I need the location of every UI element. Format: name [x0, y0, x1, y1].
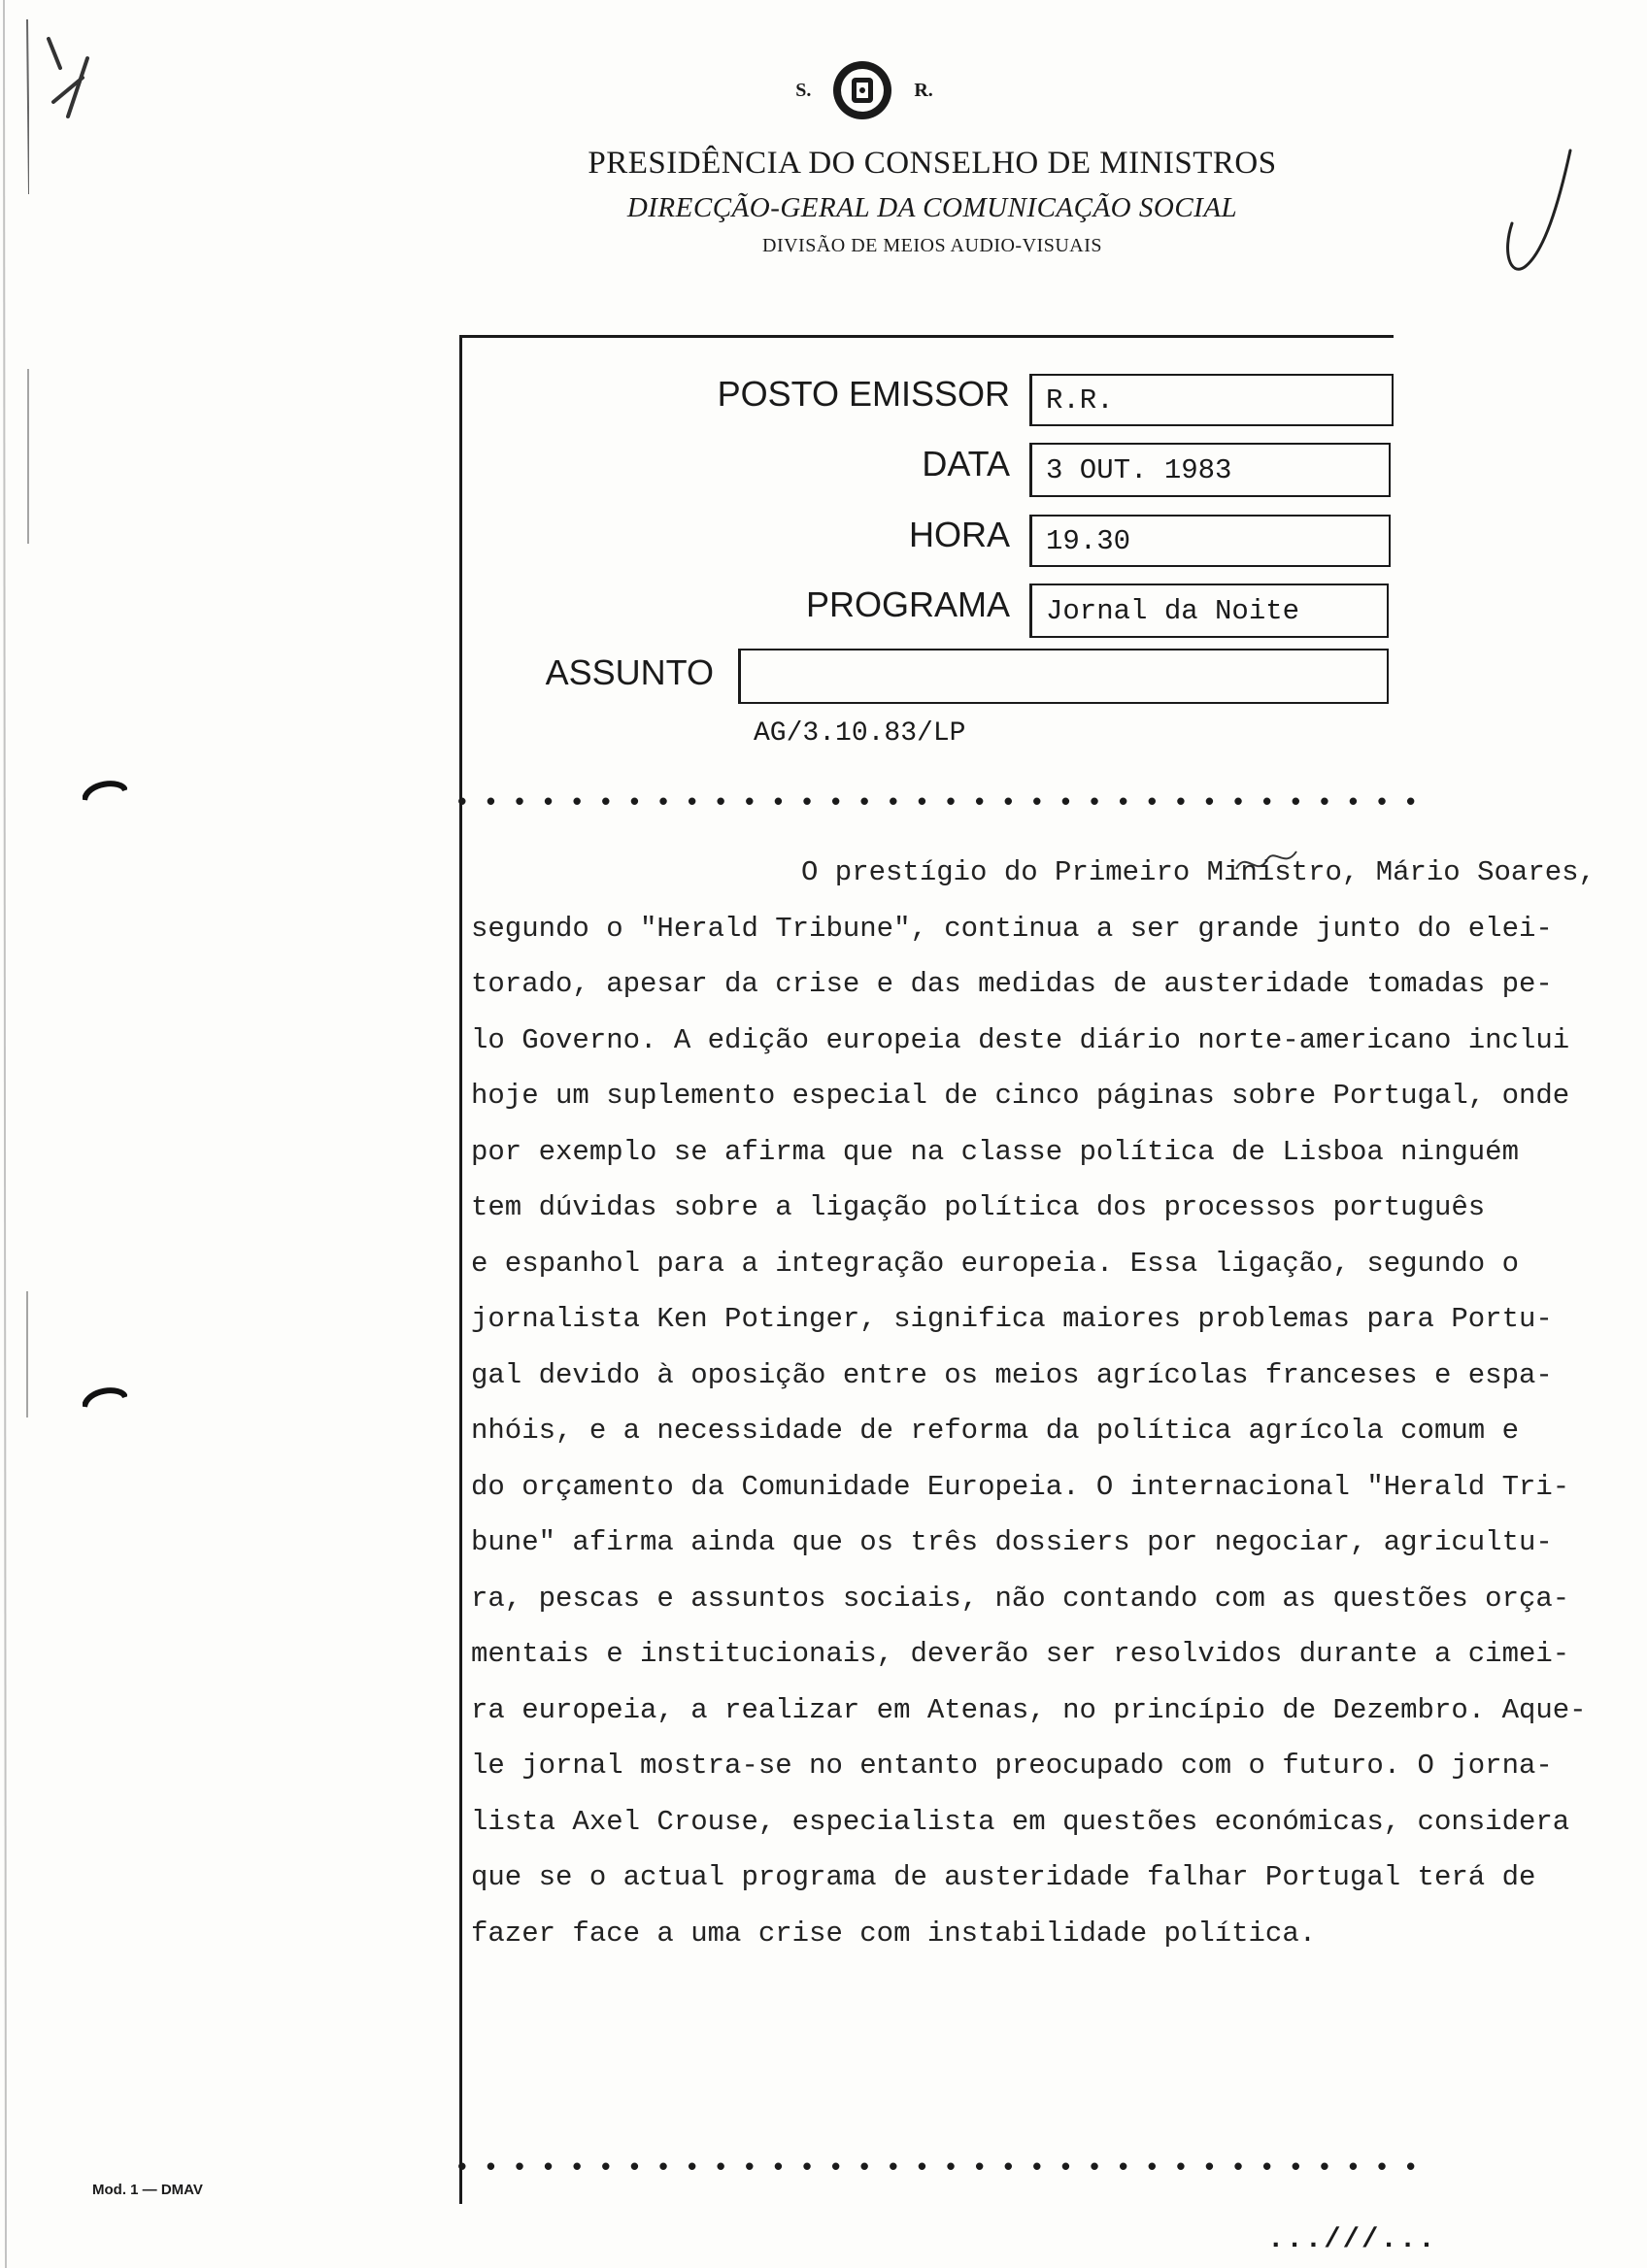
- body-line: gal devido à oposição entre os meios agrícolas franceses e espa-: [471, 1358, 1553, 1391]
- handwritten-check-mark: [1500, 146, 1578, 282]
- form-code: Mod. 1 — DMAV: [92, 2182, 203, 2198]
- portuguese-coat-of-arms-icon: [830, 58, 894, 122]
- assunto-field[interactable]: [738, 649, 1389, 704]
- body-line: lo Governo. A edição europeia deste diário norte-americano inclui: [471, 1023, 1570, 1056]
- page-edge-shadow: [0, 0, 29, 2268]
- posto-emissor-field[interactable]: R.R.: [1029, 374, 1394, 426]
- hora-label: HORA: [908, 515, 1010, 554]
- body-line: segundo o "Herald Tribune", continua a ser grande junto do elei-: [471, 912, 1553, 945]
- handwritten-corner-mark: [39, 19, 126, 126]
- programa-field[interactable]: Jornal da Noite: [1029, 584, 1389, 638]
- separator-bottom: ••••••••••••••••••••••••••••••••••: [454, 2153, 1432, 2183]
- form-frame-top: [459, 335, 1394, 338]
- header-division: DIVISÃO DE MEIOS AUDIO-VISUAIS: [762, 235, 1102, 256]
- data-label: DATA: [922, 444, 1010, 484]
- header-ministry: PRESIDÊNCIA DO CONSELHO DE MINISTROS: [588, 146, 1277, 181]
- form-frame-left: [459, 335, 462, 2204]
- body-line: torado, apesar da crise e das medidas de austeridade tomadas pe-: [471, 968, 1553, 1000]
- letter-r: R.: [914, 79, 933, 101]
- body-line: jornalista Ken Potinger, significa maiores problemas para Portu-: [471, 1303, 1553, 1335]
- body-line: que se o actual programa de austeridade falhar Portugal terá de: [471, 1861, 1536, 1893]
- binder-hole-mark: [83, 777, 127, 802]
- body-line: le jornal mostra-se no entanto preocupado com o futuro. O jorna-: [471, 1750, 1553, 1782]
- body-line: do orçamento da Comunidade Europeia. O internacional "Herald Tri-: [471, 1470, 1570, 1503]
- body-line: nhóis, e a necessidade de reforma da política agrícola comum e: [471, 1415, 1519, 1447]
- binder-hole-mark: [83, 1384, 127, 1409]
- body-line: tem dúvidas sobre a ligação política dos processos português: [471, 1191, 1486, 1223]
- letterhead-emblem-row: [777, 66, 952, 115]
- body-line: bune" afirma ainda que os três dossiers por negociar, agricultu-: [471, 1526, 1553, 1558]
- body-line: hoje um suplemento especial de cinco páginas sobre Portugal, onde: [471, 1080, 1570, 1112]
- continuation-mark: ...///...: [1267, 2223, 1437, 2255]
- body-line: mentais e institucionais, deverão ser resolvidos durante a cimei-: [471, 1638, 1570, 1670]
- body-line: ra europeia, a realizar em Atenas, no princípio de Dezembro. Aque-: [471, 1693, 1587, 1726]
- news-transcript: [471, 845, 1636, 1961]
- body-line: lista Axel Crouse, especialista em questões económicas, considera: [471, 1805, 1570, 1838]
- body-line: fazer face a uma crise com instabilidade política.: [471, 1917, 1317, 1950]
- letter-s: S.: [795, 79, 812, 101]
- separator-top: ••••••••••••••••••••••••••••••••••: [454, 788, 1432, 817]
- assunto-label: ASSUNTO: [545, 652, 714, 692]
- hora-field[interactable]: 19.30: [1029, 515, 1391, 567]
- body-line: e espanhol para a integração europeia. Essa ligação, segundo o: [471, 1247, 1519, 1280]
- body-line: O prestígio do Primeiro Ministro, Mário Soares,: [801, 856, 1596, 888]
- reference-code: AG/3.10.83/LP: [754, 718, 966, 749]
- programa-label: PROGRAMA: [805, 584, 1010, 624]
- data-field[interactable]: 3 OUT. 1983: [1029, 443, 1391, 497]
- body-line: ra, pescas e assuntos sociais, não contando com as questões orça-: [471, 1582, 1570, 1615]
- posto-emissor-label: POSTO EMISSOR: [717, 374, 1010, 414]
- header-directorate: DIRECÇÃO-GERAL DA COMUNICAÇÃO SOCIAL: [626, 192, 1238, 223]
- body-line: por exemplo se afirma que na classe política de Lisboa ninguém: [471, 1135, 1519, 1168]
